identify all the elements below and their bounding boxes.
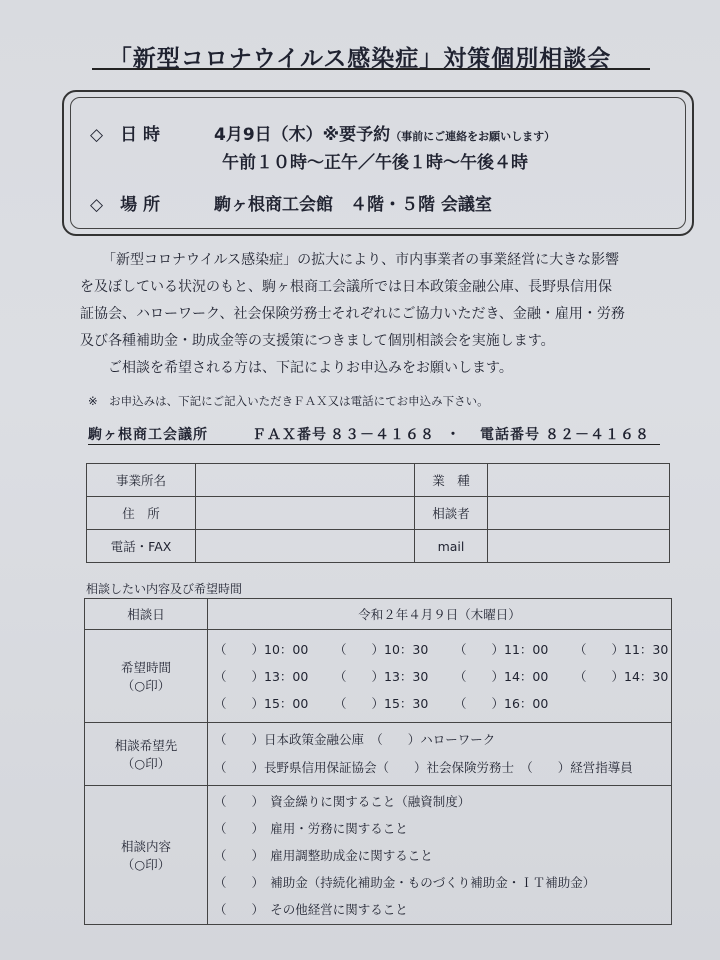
title-underline — [92, 68, 650, 70]
document-title: 「新型コロナウイルス感染症」対策個別相談会 — [108, 46, 612, 72]
address-field[interactable] — [196, 497, 415, 530]
dest-label: 相談希望先 — [114, 738, 178, 753]
time-slot[interactable]: （ ）14：30 — [574, 668, 669, 684]
time-row — [214, 690, 671, 717]
body-line: ご相談を希望される方は、下記によりお申込みをお願いします。 — [94, 360, 513, 376]
date-note: （事前にご連絡をお願いします） — [390, 130, 556, 143]
time-row — [214, 636, 671, 663]
date-text: 4月9日（木）※要予約 — [214, 125, 391, 145]
table-row — [85, 599, 672, 630]
tel-number: ８２－４１６８ — [545, 427, 650, 443]
dest-label-cell — [85, 723, 208, 786]
fax-label: ＦＡＸ番号 — [252, 427, 327, 443]
time-slot[interactable]: （ ）15：00 — [214, 695, 309, 711]
time-row — [214, 663, 671, 690]
dest-option-row[interactable]: （ ）長野県信用保証協会（ ）社会保険労務士 （ ）経営指導員 — [214, 760, 633, 775]
time-slot[interactable]: （ ）15：30 — [334, 695, 429, 711]
consult-date-label: 相談日 — [85, 599, 208, 630]
body-line: 「新型コロナウイルス感染症」の拡大により、市内事業者の事業経営に大きな影響 — [102, 252, 620, 268]
phone-fax-field[interactable] — [196, 530, 415, 563]
content-option[interactable]: （ ） 資金繰りに関すること（融資制度） — [214, 793, 471, 809]
content-option[interactable]: （ ） 補助金（持続化補助金・ものづくり補助金・ＩＴ補助金） — [214, 874, 596, 890]
consult-section-title: 相談したい内容及び希望時間 — [86, 582, 243, 596]
content-option[interactable]: （ ） その他経営に関すること — [214, 901, 408, 917]
date-label: ◇ 日 時 — [90, 125, 160, 145]
fax-number: ８３－４１６８ — [330, 427, 435, 443]
consult-table — [84, 598, 672, 925]
content-options — [208, 786, 672, 925]
phone-fax-label: 電話・FAX — [87, 530, 196, 563]
time-slot[interactable]: （ ）13：30 — [334, 668, 429, 684]
business-name-field[interactable] — [196, 464, 415, 497]
place-label: ◇ 場 所 — [90, 195, 160, 215]
date-value — [214, 120, 555, 145]
time-options — [208, 630, 672, 723]
applicant-info-table — [86, 463, 670, 563]
content-option[interactable]: （ ） 雇用・労務に関すること — [214, 820, 408, 836]
time-sub: （○印） — [121, 678, 171, 693]
consultant-field[interactable] — [488, 497, 670, 530]
contact-underline — [88, 444, 660, 445]
industry-label: 業 種 — [415, 464, 488, 497]
body-line: 証協会、ハローワーク、社会保険労務士それぞれにご協力いただき、金融・雇用・労務 — [80, 306, 625, 322]
time-slot[interactable]: （ ）16：00 — [454, 695, 549, 711]
application-note: ※ お申込みは、下記にご記入いただきＦＡＸ又は電話にてお申込み下さい。 — [88, 394, 489, 408]
time-value: 午前１０時～正午／午後１時～午後４時 — [222, 153, 528, 173]
content-option[interactable]: （ ） 雇用調整助成金に関すること — [214, 847, 433, 863]
consult-date-value: 令和２年４月９日（木曜日） — [208, 599, 672, 630]
tel-label: 電話番号 — [480, 427, 540, 443]
time-slot[interactable]: （ ）10：00 — [214, 641, 309, 657]
time-slot[interactable]: （ ）10：30 — [334, 641, 429, 657]
table-row — [87, 497, 670, 530]
industry-field[interactable] — [488, 464, 670, 497]
table-row — [85, 786, 672, 925]
time-label-cell — [85, 630, 208, 723]
table-row — [87, 530, 670, 563]
consultant-label: 相談者 — [415, 497, 488, 530]
body-line: を及ぼしている状況のもと、駒ヶ根商工会議所では日本政策金融公庫、長野県信用保 — [80, 279, 612, 295]
business-name-label: 事業所名 — [87, 464, 196, 497]
address-label: 住 所 — [87, 497, 196, 530]
mail-field[interactable] — [488, 530, 670, 563]
dest-option-row[interactable]: （ ）日本政策金融公庫 （ ）ハローワーク — [214, 732, 496, 747]
table-row — [87, 464, 670, 497]
time-slot[interactable]: （ ）11：00 — [454, 641, 549, 657]
contact-org: 駒ヶ根商工会議所 — [88, 427, 208, 443]
content-sub: （○印） — [121, 857, 171, 872]
time-slot[interactable]: （ ）14：00 — [454, 668, 549, 684]
mail-label: mail — [415, 530, 488, 563]
body-paragraph — [80, 247, 625, 382]
dest-sub: （○印） — [121, 756, 171, 771]
content-label-cell — [85, 786, 208, 925]
place-value: 駒ヶ根商工会館 ４階・５階 会議室 — [214, 195, 492, 215]
time-slot[interactable]: （ ）11：30 — [574, 641, 669, 657]
table-row — [85, 630, 672, 723]
body-line: 及び各種補助金・助成金等の支援策につきまして個別相談会を実施します。 — [80, 333, 555, 349]
dest-options — [208, 723, 672, 786]
time-slot[interactable]: （ ）13：00 — [214, 668, 309, 684]
time-label: 希望時間 — [120, 660, 171, 675]
table-row — [85, 723, 672, 786]
contact-separator: ・ — [446, 427, 461, 443]
content-label: 相談内容 — [120, 839, 171, 854]
